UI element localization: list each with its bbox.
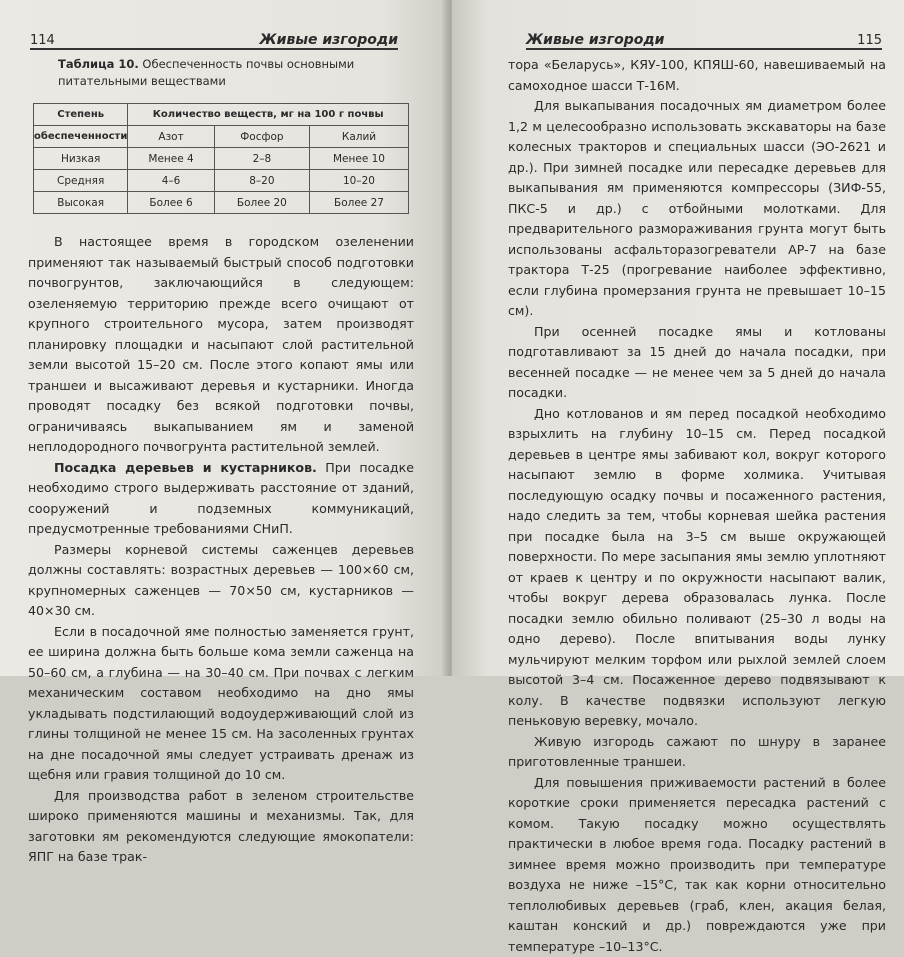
section-heading: Посадка деревьев и кустарников. bbox=[54, 460, 317, 475]
table-cell: Более 6 bbox=[128, 192, 214, 214]
paragraph: Для повышения приживаемости растений в более короткие сроки применяется пересадка растений с комом. Такую посадку можно осуществлять практически в любое время года. Посадку растений в зимнее время можно производить при температуре воздуха не ниже –15°С, так как корни относительно теплолюбивых деревьев (граб, клен, акация белая, каштан конский и др.) повреждаются уже при температуре –10–13°С. bbox=[508, 773, 886, 957]
paragraph: Дно котлованов и ям перед посадкой необходимо взрыхлить на глубину 10–15 см. Перед посадкой деревьев в центре ямы забивают кол, вокруг которого насыпают землю в форме холмика. Учитывая последующую осадку почвы и посаженного растения, надо следить за тем, чтобы корневая шейка растения при посадке была на 3–5 см выше окружающей поверхности. По мере засыпания ямы землю уплотняют от краев к центру и по окружности насыпают валик, чтобы вокруг дерева образовалась лунка. После посадки землю обильно поливают (25–30 л воды на одно дерево). После впитывания воды лунку мульчируют мелким торфом или рыхлой землей слоем высотой 3–4 см. Посаженное дерево подвязывают к колу. В качестве подвязки используют легкую пеньковую веревку, мочало. bbox=[508, 404, 886, 732]
table-cell: Более 27 bbox=[309, 192, 408, 214]
paragraph-planting bbox=[28, 458, 414, 540]
table-caption-label: Таблица 10. bbox=[58, 57, 139, 71]
left-page-number: 114 bbox=[30, 33, 55, 48]
right-running-title: Живые изгороди bbox=[526, 32, 664, 48]
table-cell: Менее 4 bbox=[128, 148, 214, 170]
table-cell: Более 20 bbox=[214, 192, 309, 214]
table-cell: Низкая bbox=[34, 148, 128, 170]
paragraph: Если в посадочной яме полностью заменяется грунт, ее ширина должна быть больше кома земли саженца на 50–60 см, а глубина — на 30–40 см. При почвах с легким механическим составом необходимо на дно ямы укладывать подстилающий водоудерживающий слой из глины толщиной не менее 15 см. На засоленных грунтах на дне посадочной ямы следует устраивать дренаж из щебня или гравия толщиной до 10 см. bbox=[28, 622, 414, 786]
table-header-level-bottom: обеспеченности bbox=[34, 126, 128, 148]
paragraph: Для выкапывания посадочных ям диаметром более 1,2 м целесообразно использовать экскаваторы на базе колесных тракторов и специальных шасси (ЭО-2621 и др.). При зимней посадке или пересадке деревьев для выкапывания ям применяются компрессоры (ЗИФ-55, ПКС-5 и др.) с отбойными молотками. Для предварительного размораживания грунта могут быть использованы асфальторазогреватели АР-7 на базе трактора Т-25 (прогревание наиболее эффективно, если глубина промерзания грунта не превышает 10–15 см). bbox=[508, 96, 886, 322]
table-caption bbox=[58, 56, 418, 90]
table-col-header: Фосфор bbox=[214, 126, 309, 148]
paragraph: В настоящее время в городском озеленении применяют так называемый быстрый способ подготовки почвогрунтов, заключающийся в следующем: озеленяемую территорию прежде всего очищают от крупного строительного мусора, затем производят планировку площадки и насыпают слой растительной земли высотой 15–20 см. После этого копают ямы или траншеи и высаживают деревья и кустарники. Иногда проводят посадку без всякой подготовки почвы, ограничиваясь выкапыванием ям и заменой неплодородного почвогрунта растительной землей. bbox=[28, 232, 414, 458]
table-row bbox=[34, 170, 409, 192]
paragraph: Размеры корневой системы саженцев деревьев должны составлять: возрастных деревьев — 100×60 см, крупномерных саженцев — 70×50 см, кустарников — 40×30 см. bbox=[28, 540, 414, 622]
left-page bbox=[0, 0, 448, 676]
table-cell: 4–6 bbox=[128, 170, 214, 192]
table-cell: Высокая bbox=[34, 192, 128, 214]
left-body-text bbox=[28, 232, 414, 868]
table-col-header: Калий bbox=[309, 126, 408, 148]
right-body-text bbox=[508, 55, 886, 957]
table-cell: Менее 10 bbox=[309, 148, 408, 170]
right-page-header bbox=[526, 24, 882, 50]
table-cell: Средняя bbox=[34, 170, 128, 192]
table-cell: 8–20 bbox=[214, 170, 309, 192]
table-col-header: Азот bbox=[128, 126, 214, 148]
left-running-title: Живые изгороди bbox=[260, 32, 398, 48]
table-header-level-top: Степень bbox=[34, 104, 128, 126]
paragraph: тора «Беларусь», КЯУ-100, КПЯШ-60, навешиваемый на самоходное шасси Т-16М. bbox=[508, 55, 886, 96]
table-row bbox=[34, 192, 409, 214]
table-caption-text: Обеспеченность почвы основными питательными веществами bbox=[58, 57, 354, 88]
table-row bbox=[34, 148, 409, 170]
table-header-group: Количество веществ, мг на 100 г почвы bbox=[128, 104, 409, 126]
paragraph: Для производства работ в зеленом строительстве широко применяются машины и механизмы. Так, для заготовки ям рекомендуются следующие ямокопатели: ЯПГ на базе трак- bbox=[28, 786, 414, 868]
right-page-number: 115 bbox=[857, 33, 882, 48]
table-cell: 10–20 bbox=[309, 170, 408, 192]
left-page-header bbox=[30, 24, 398, 50]
table-cell: 2–8 bbox=[214, 148, 309, 170]
paragraph-text: При посадке необходимо строго выдерживать расстояние от зданий, сооружений и подземных коммуникаций, предусмотренные требованиями СНиП. bbox=[28, 460, 414, 537]
nutrient-table bbox=[33, 103, 409, 214]
paragraph: При осенней посадке ямы и котлованы подготавливают за 15 дней до начала посадки, при весенней посадке — не менее чем за 5 дней до начала посадки. bbox=[508, 322, 886, 404]
paragraph: Живую изгородь сажают по шнуру в заранее приготовленные траншеи. bbox=[508, 732, 886, 773]
